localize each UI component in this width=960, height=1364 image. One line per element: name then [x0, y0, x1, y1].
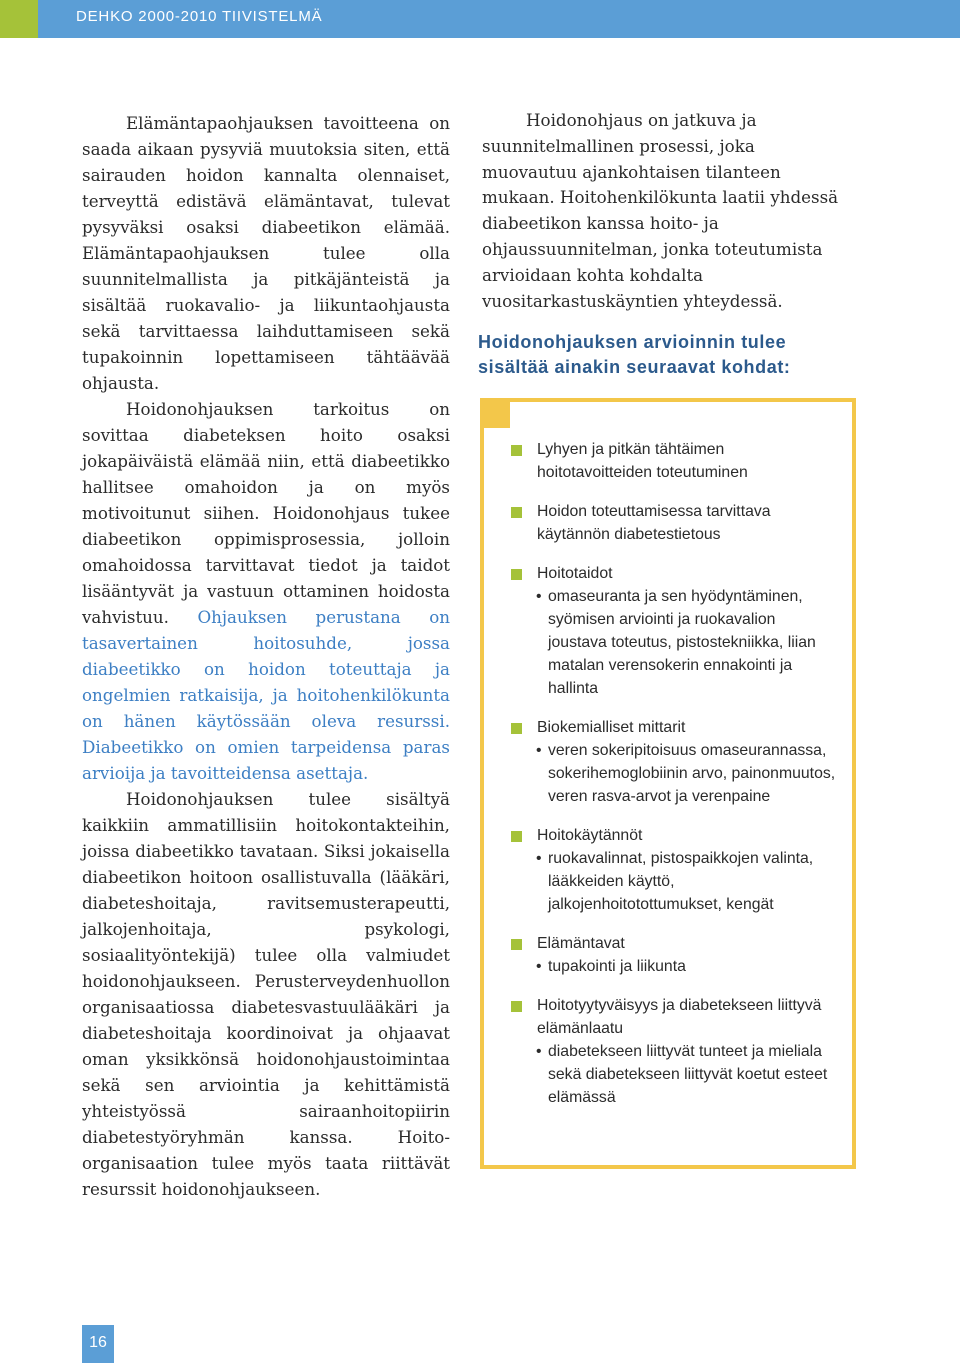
checklist-item-label: Hoitokäytännöt: [537, 827, 643, 844]
checklist-item-label: Biokemialliset mittarit: [537, 719, 686, 736]
checklist-subitem: • omaseuranta ja sen hyödyntäminen, syömisen arviointi ja ruokavalion joustava toteutus, pistostekniikka, liian matalan verensokerin ennakointi ja hallinta: [537, 585, 838, 700]
checklist-subitem: • diabetekseen liittyvät tunteet ja mieliala sekä diabetekseen liittyvät koetut esteet elämässä: [537, 1040, 838, 1109]
checklist-heading-line-2: sisältää ainakin seuraavat kohdat:: [478, 357, 791, 377]
paragraph-1: Elämäntapaohjauksen tavoitteena on saada aikaan pysyviä muutoksia siten, että sairauden hoidon kannalta olennaiset, terveyttä edistävä elämäntavat, tulevat pysyväksi osaksi diabeetikon elämää. Elämäntapaohjauksen tulee olla suunnitelmallista ja pitkäjänteistä ja sisältää ruokavalio- ja liikuntaohjausta sekä tarvittaessa laihduttamiseen sekä tupakoinnin lopettamiseen tähtäävää ohjausta.: [82, 113, 450, 393]
checklist-item-label: Hoitotaidot: [537, 565, 613, 582]
checklist-subitem: • veren sokeripitoisuus omaseurannassa, sokerihemoglobiinin arvo, painonmuutos, veren rasva-arvot ja verenpaine: [537, 739, 838, 808]
green-square-bullet-icon: [511, 939, 522, 950]
checklist-box-corner: [480, 398, 510, 428]
header-title: DEHKO 2000-2010 TIIVISTELMÄ: [76, 8, 323, 25]
checklist-heading-line-1: Hoidonohjauksen arvioinnin tulee: [478, 332, 787, 352]
green-square-bullet-icon: [511, 831, 522, 842]
green-square-bullet-icon: [511, 569, 522, 580]
paragraph-3: Hoidonohjauksen tulee sisältyä kaikkiin ammatillisiin hoitokontakteihin, joissa diabeetikko tavataan. Siksi jokaisella diabeetikon hoitoon osallistuvalla (lääkäri, diabeteshoitaja, ravitsemusterapeutti, jalkojenhoitaja, psykologi, sosiaalityöntekijä) tulee olla valmiudet hoidonohjaukseen. Perusterveydenhuollon organisaatiossa diabetesvastuulääkäri ja diabeteshoitaja koordinoivat ja ohjaavat oman yksikkönsä hoidonohjaustoimintaa sekä sen arviointia ja kehittämistä yhteistyössä sairaanhoitopiirin diabetestyöryhmän kanssa. Hoito-organisaation tulee myös taata riittävät resurssit hoidonohjaukseen.: [82, 789, 450, 1199]
green-square-bullet-icon: [511, 1001, 522, 1012]
right-paragraph: Hoidonohjaus on jatkuva ja suunnitelmallinen prosessi, joka muovautuu ajankohtaisen tilanteen mukaan. Hoitohenkilökunta laatii yhdessä diabeetikon kanssa hoito- ja ohjaussuunnitelman, jonka toteutumista arvioidaan kohta kohdalta vuositarkastuskäyntien yhteydessä.: [482, 110, 839, 311]
left-column: [82, 110, 450, 1202]
paragraph-2-highlight: Ohjauksen perustana on tasavertainen hoitosuhde, jossa diabeetikko on hoidon toteuttaja ja ongelmien ratkaisija, ja hoitohenkilökunta on hänen käytössään oleva resurssi. Diabeetikko on omien tarpeidensa paras arvioija ja tavoitteidensa asettaja.: [82, 607, 450, 783]
checklist-subitem: • tupakointi ja liikunta: [537, 955, 838, 978]
checklist-item-label: Hoidon toteuttamisessa tarvittava käytännön diabetestietous: [537, 503, 771, 543]
checklist-item: [508, 716, 838, 808]
paragraph-2-text: Hoidonohjauksen tarkoitus on sovittaa diabeteksen hoito osaksi jokapäiväistä elämää niin, että diabeetikko hallitsee omahoidon ja on myös motivoitunut siihen. Hoidonohjaus tukee diabeetikon oppimisprosessia, jolloin omahoidossa tarvittavat tiedot ja taidot lisääntyvät ja vastuun ottaminen hoidosta vahvistuu.: [82, 399, 450, 627]
checklist-item: [508, 500, 838, 546]
green-square-bullet-icon: [511, 445, 522, 456]
checklist-item-label: Lyhyen ja pitkän tähtäimen hoitotavoitteiden toteutuminen: [537, 441, 748, 481]
checklist-item: [508, 994, 838, 1109]
paragraph-2: [82, 396, 450, 786]
checklist-item: [508, 438, 838, 484]
green-square-bullet-icon: [511, 507, 522, 518]
checklist-item-label: Hoitotyytyväisyys ja diabetekseen liittyvä elämänlaatu: [537, 997, 822, 1037]
checklist-heading: [478, 330, 858, 380]
checklist-item-label: Elämäntavat: [537, 935, 625, 952]
header-green-block: [0, 0, 38, 38]
checklist-item: [508, 932, 838, 978]
page-number: 16: [82, 1325, 114, 1363]
checklist-item: [508, 562, 838, 700]
checklist-item: [508, 824, 838, 916]
checklist-subitem: • ruokavalinnat, pistospaikkojen valinta, lääkkeiden käyttö, jalkojenhoitotottumukset, kengät: [537, 847, 838, 916]
green-square-bullet-icon: [511, 723, 522, 734]
checklist-items: [508, 438, 838, 1125]
right-column: [482, 108, 854, 314]
